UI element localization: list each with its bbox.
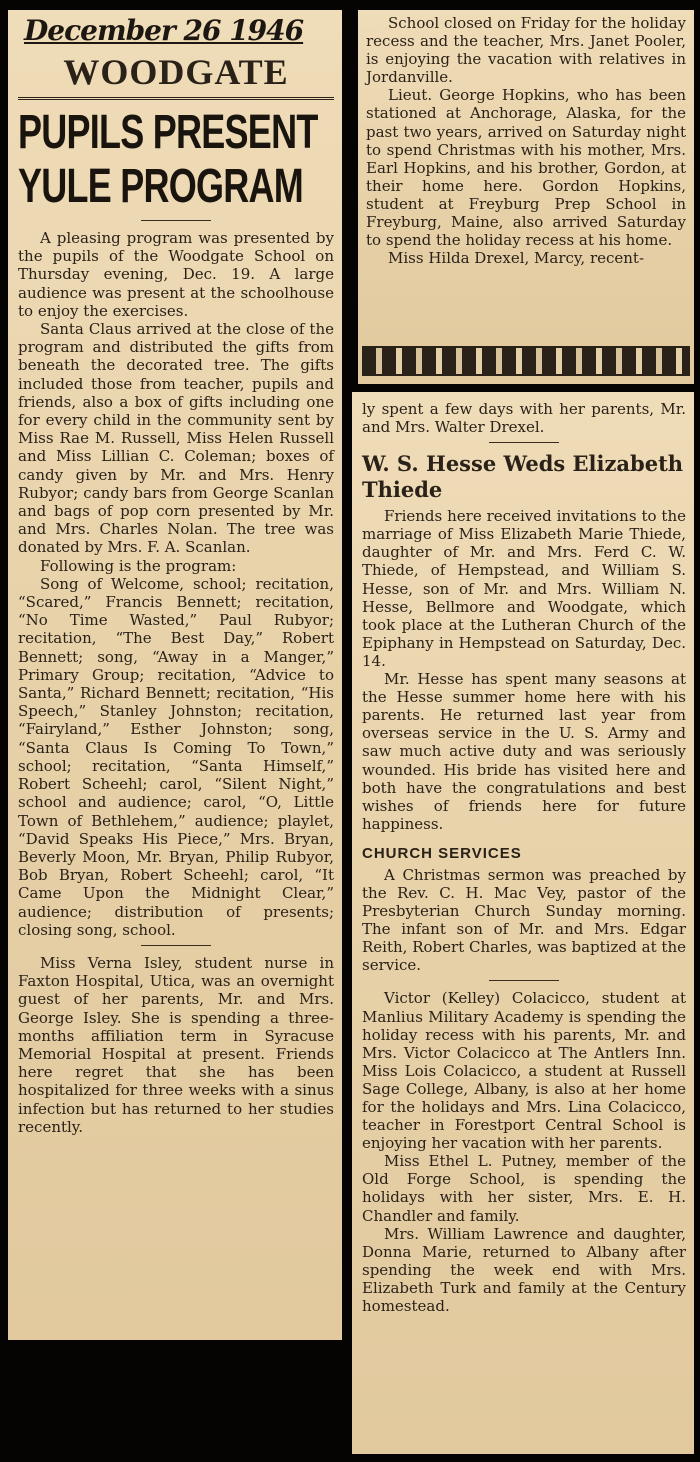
paragraph: A pleasing program was presented by the pupils of the Woodgate School on Thursday evening, Dec. 19. A large audience was present at the schoolhouse to enjoy the exercises. [18,229,334,320]
paragraph: Miss Ethel L. Putney, member of the Old Forge School, is spending the holidays with her sister, Mrs. E. H. Chandler and family. [362,1152,686,1225]
clipping-school-hopkins [358,10,694,384]
paragraph: Victor (Kelley) Colacicco, student at Manlius Military Academy is spending the holiday recess with his parents, Mr. and Mrs. Victor Colacicco at The Antlers Inn. Miss Lois Colacicco, a student at Russell Sage College, Albany, is also at her home for the holidays and Mrs. Lina Colacicco, teacher in Forestport Central School is enjoying her vacation with her parents. [362,989,686,1153]
headline-line-1: PUPILS PRESENT [18,106,318,159]
clipping-hesse-wedding [352,392,694,1454]
article-body [362,400,686,1315]
headline [18,106,333,214]
article-body [18,229,334,1136]
paragraph: Following is the program: [40,556,237,575]
paragraph: ly spent a few days with her parents, Mr. and Mrs. Walter Drexel. [362,400,686,437]
headline-line-2: YULE PROGRAM [18,160,304,213]
section-heading: WOODGATE [18,49,334,100]
article-body [366,14,686,267]
paragraph: School closed on Friday for the holiday recess and the teacher, Mrs. Janet Pooler, is enjoying the vacation with relatives in Jordanville. [366,14,686,87]
wedding-heading: W. S. Hesse Weds Elizabeth Thiede [362,451,684,503]
paragraph: Friends here received invitations to the marriage of Miss Elizabeth Marie Thiede, daughter of Mr. and Mrs. Ferd C. W. Thiede, of Hempstead, and William S. Hesse, son of Mr. and Mrs. William N. Hesse, Bellmore and Woodgate, which took place at the Lutheran Church of the Epiphany in Hempstead on Saturday, Dec. 14. [362,507,686,670]
divider [141,945,211,946]
paragraph: Song of Welcome, school; recitation, “Scared,” Francis Bennett; recitation, “No Time Wasted,” Paul Rubyor; recitation, “The Best Day,” Robert Bennett; song, “Away in a Manger,” Primary Group; recitation, “Advice to Santa,” Richard Bennett; recitation, “His Speech,” Stanley Johnston; recitation, “Fairyland,” Esther Johnston; song, “Santa Claus Is Coming To Town,” school; recitation, “Santa Himself,” Robert Scheehl; carol, “Silent Night,” school and audience; carol, “O, Little Town of Bethlehem,” audience; playlet, “David Speaks His Piece,” Mrs. Bryan, Beverly Moon, Mr. Bryan, Philip Rubyor, Bob Bryan, Robert Scheehl; carol, “It Came Upon the Midnight Clear,” audience; distribution of presents; closing song, school. [18,574,334,939]
paragraph: Mrs. William Lawrence and daughter, Donna Marie, returned to Albany after spending the week end with Mrs. Elizabeth Turk and family at the Century homestead. [362,1224,686,1316]
divider [141,220,211,221]
paragraph: Santa Claus arrived at the close of the program and distributed the gifts from beneath the decorated tree. The gifts included those from teacher, pupils and friends, also a box of gifts including one for every child in the community sent by Miss Rae M. Russell, Miss Helen Russell and Miss Lillian C. Coleman; boxes of candy given by Mr. and Mrs. Henry Rubyor; candy bars from George Scanlan and bags of pop corn presented by Mr. and Mrs. Charles Nolan. The tree was donated by Mrs. F. A. Scanlan. [18,320,334,557]
ornamental-border [362,346,690,376]
paragraph: Miss Hilda Drexel, Marcy, recent- [388,249,645,268]
church-services-heading: CHURCH SERVICES [362,844,522,862]
divider [489,442,559,443]
paragraph: Miss Verna Isley, student nurse in Faxton Hospital, Utica, was an overnight guest of her parents, Mr. and Mrs. George Isley. She is spending a three-months affiliation term in Syracuse Memorial Hospital at present. Friends here regret that she has been hospitalized for three weeks with a sinus infection but has returned to her studies recently. [18,953,334,1136]
handwritten-date: December 26 1946 [24,14,304,47]
clipping-woodgate-pupils [8,10,342,1340]
divider [489,980,559,981]
paragraph: Lieut. George Hopkins, who has been stationed at Anchorage, Alaska, for the past two years, arrived on Saturday night to spend Christmas with his mother, Mrs. Earl Hopkins, and his brother, Gordon, at their home here. Gordon Hopkins, student at Freyburg Prep School in Freyburg, Maine, also arrived Saturday to spend the holiday recess at his home. [366,86,686,250]
paragraph: A Christmas sermon was preached by the Rev. C. H. Mac Vey, pastor of the Presbyterian Church Sunday morning. The infant son of Mr. and Mrs. Edgar Reith, Robert Charles, was baptized at the service. [362,865,686,975]
paragraph: Mr. Hesse has spent many seasons at the Hesse summer home here with his parents. He returned last year from overseas service in the U. S. Army and saw much active duty and was seriously wounded. His bride has visited here and both have the congratulations and best wishes of friends here for future happiness. [362,670,686,833]
